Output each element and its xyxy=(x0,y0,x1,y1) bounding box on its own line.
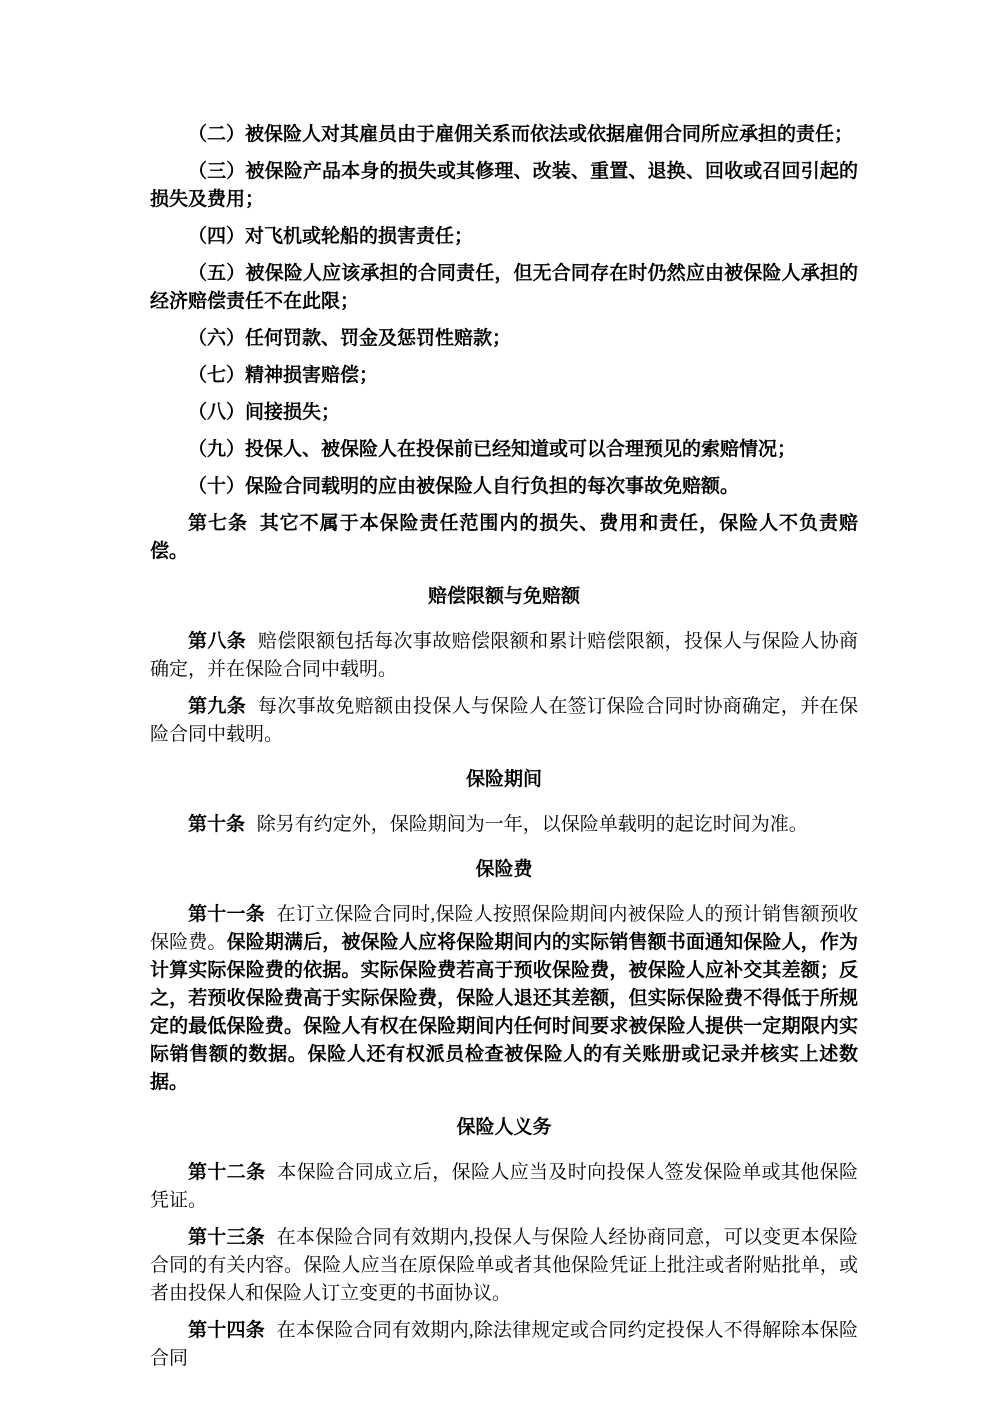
article-text: 除另有约定外，保险期间为一年，以保险单载明的起讫时间为准。 xyxy=(256,814,808,835)
exclusion-item: （十）保险合同载明的应由被保险人自行负担的每次事故免赔额。 xyxy=(188,476,740,497)
article-number: 第七条 xyxy=(188,513,248,534)
section-heading: 保险费 xyxy=(475,859,533,880)
article-text: 每次事故免赔额由投保人与保险人在签订保险合同时协商确定，并在保险合同中载明。 xyxy=(150,696,858,745)
article-paragraph xyxy=(150,1159,858,1215)
article-number: 第十四条 xyxy=(188,1320,265,1341)
exclusion-item: （二）被保险人对其雇员由于雇佣关系而依法或依据雇佣合同所应承担的责任； xyxy=(188,124,854,145)
article-number: 第十条 xyxy=(188,814,246,835)
exclusion-item: （六）任何罚款、罚金及惩罚性赔款； xyxy=(188,328,512,349)
section-heading: 赔偿限额与免赔额 xyxy=(427,586,580,607)
article-text-bold: 保险期满后，被保险人应将保险期间内的实际销售额书面通知保险人，作为计算实际保险费的依据。实际保险费若高于预收保险费，被保险人应补交其差额；反之，若预收保险费高于实际保险费，保险人退还其差额，但实际保险费不得低于所规定的最低保险费。保险人有权在保险期间内任何时间要求被保险人提供一定期限内实际销售额的数据。保险人还有权派员检查被保险人的有关账册或记录并核实上述数据。 xyxy=(150,932,858,1093)
exclusion-item: （四）对飞机或轮船的损害责任； xyxy=(188,226,474,247)
section-heading: 保险人义务 xyxy=(456,1117,552,1138)
article-text: 在本保险合同有效期内,投保人与保险人经协商同意，可以变更本保险合同的有关内容。保险人应当在原保险单或者其他保险凭证上批注或者附贴批单，或者由投保人和保险人订立变更的书面协议。 xyxy=(150,1227,858,1304)
exclusion-item: （八）间接损失； xyxy=(188,402,341,423)
article-text: 其它不属于本保险责任范围内的损失、费用和责任，保险人不负责赔偿。 xyxy=(150,513,858,562)
article-paragraph xyxy=(150,811,858,839)
article-paragraph xyxy=(150,510,858,566)
exclusion-item: （九）投保人、被保险人在投保前已经知道或可以合理预见的索赔情况； xyxy=(188,439,797,460)
article-paragraph xyxy=(150,628,858,684)
exclusion-item: （七）精神损害赔偿； xyxy=(188,365,379,386)
article-number: 第十三条 xyxy=(188,1227,265,1248)
article-number: 第十二条 xyxy=(188,1162,266,1183)
article-number: 第十一条 xyxy=(188,904,265,925)
article-number: 第八条 xyxy=(188,631,247,652)
article-text-regular: 在订立保险合同时,保险人按照保险期间内被保险人的预计销售额预收保险费。 xyxy=(150,904,858,953)
section-heading: 保险期间 xyxy=(465,769,542,790)
article-text: 赔偿限额包括每次事故赔偿限额和累计赔偿限额，投保人与保险人协商确定，并在保险合同中载明。 xyxy=(150,631,858,680)
article-number: 第九条 xyxy=(188,696,247,717)
article-paragraph xyxy=(150,693,858,749)
article-paragraph xyxy=(150,1224,858,1308)
article-text: 本保险合同成立后，保险人应当及时向投保人签发保险单或其他保险凭证。 xyxy=(150,1162,858,1211)
exclusion-item: （三）被保险产品本身的损失或其修理、改装、重置、退换、回收或召回引起的损失及费用； xyxy=(150,161,858,210)
article-paragraph xyxy=(150,1317,858,1373)
article-text: 在本保险合同有效期内,除法律规定或合同约定投保人不得解除本保险合同 xyxy=(150,1320,858,1369)
article-paragraph xyxy=(150,901,858,1097)
exclusion-item: （五）被保险人应该承担的合同责任，但无合同存在时仍然应由被保险人承担的经济赔偿责任不在此限； xyxy=(150,263,858,312)
document-page xyxy=(150,121,858,1382)
